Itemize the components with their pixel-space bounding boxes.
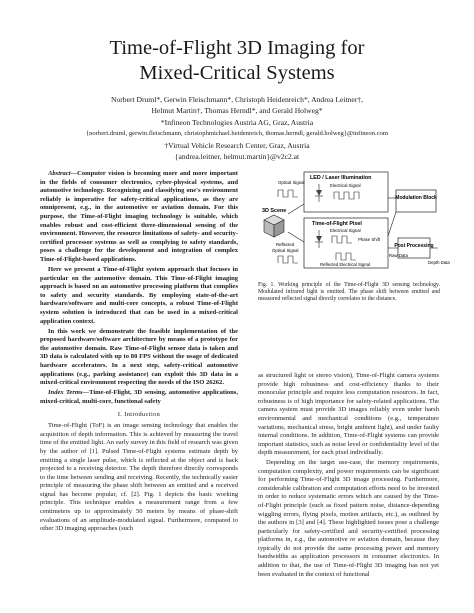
raw-data-label: Raw Data xyxy=(389,253,408,258)
reflected-light-arrow xyxy=(288,232,304,242)
reflected-optical-label-1: Reflected xyxy=(276,242,295,247)
figure-1-caption: Fig. 1. Working principle of the Time-of-Flight 3D sensing technology. Modulated infrared light is emitted. The phase shift between emitted and measured reflected signal directly correlates to the distance. xyxy=(258,282,440,303)
led-box-label: LED / Laser Illumination xyxy=(310,175,372,181)
figure-1 xyxy=(258,168,450,276)
emails-2: {andrea.leitner, helmut.martin}@v2c2.at xyxy=(174,152,300,162)
affiliation-1: *Infineon Technologies Austria AG, Graz, Austria xyxy=(160,117,314,127)
emails-1: {norbert.druml, gerwin.fleischmann, christophmichael.heidenreich, thomas.herndl, gerald.holweg}@infineon.com xyxy=(85,130,389,138)
phase-shift-label: Phase Shift xyxy=(358,237,380,242)
pixel-electrical-wave xyxy=(332,236,352,243)
authors-line-2: Helmut Martin†, Thomas Herndl*, and Gerald Holweg* xyxy=(151,106,323,116)
tof-pixel-label: Time-of-Flight Pixel xyxy=(312,221,362,227)
electrical-signal-wave xyxy=(334,192,359,199)
tof-diagram xyxy=(258,168,450,276)
emitted-light-arrow xyxy=(288,204,304,214)
right-column xyxy=(258,372,439,580)
author-block xyxy=(0,94,474,162)
abstract-paragraph-2: Here we present a Time-of-Flight system approach that focuses in particular on the automotive domain. This Time-of-Flight imaging approach is based on an automotive processing platform that complies to safety and security standards. By employing state-of-the-art hardware/software and multi-core concepts, a robust Time-of-Flight system solution is introduced that can be used in a mixed-critical application context. xyxy=(40,266,238,325)
reflected-optical-label-2: Optical Signal xyxy=(272,248,299,253)
paper-title xyxy=(0,36,474,86)
led-icon xyxy=(315,184,323,202)
photodiode-icon xyxy=(315,230,323,248)
depth-data-label: Depth Data xyxy=(428,260,450,265)
authors-line-1: Norbert Druml*, Gerwin Fleischmann*, Christoph Heidenreich*, Andrea Leitner†, xyxy=(110,95,363,104)
reflected-optical-wave xyxy=(278,256,298,263)
optical-signal-wave xyxy=(278,190,298,197)
modulation-block xyxy=(396,190,436,212)
title-line-1: Time-of-Flight 3D Imaging for xyxy=(109,37,365,59)
right-paragraph-1: as structured light or stereo vision), Time-of-Flight camera systems provide high robustness and cost-efficiency thanks to their monocular principle and require less computation resources. In fact, robustness is of high importance for safety-related applications. The camera system must provide 3D images reliably even under harsh environmental and mechanical conditions (e.g., temperature variations, mechanical stress, bright ambient light), and under faulty internal conditions. In addition, Time-of-Flight systems can provide important statistics, such as noise level or confidentiality level of the depth measurement, for each pixel individually. xyxy=(258,372,439,457)
title-line-2: Mixed-Critical Systems xyxy=(139,62,335,84)
scene-label: 3D Scene xyxy=(262,208,287,214)
scene-cube-icon xyxy=(264,215,284,237)
post-processing-label: Post Processing xyxy=(394,243,434,249)
reflected-electrical-label: Reflected Electrical Signal xyxy=(320,262,370,267)
modulation-block-label: Modulation Block xyxy=(395,195,437,201)
electrical-signal-label: Electrical Signal xyxy=(330,183,361,188)
index-terms: Index Terms—Time-of-Flight, 3D sensing, automotive applications, mixed-critical, multi-core, functional safety xyxy=(40,389,238,405)
abstract xyxy=(40,170,238,388)
right-column-text xyxy=(258,372,439,579)
left-column xyxy=(40,170,238,535)
section-heading: I. Introduction xyxy=(117,410,161,418)
abstract-paragraph-1: Abstract—Computer vision is becoming more and more important in the fields of consumer electronics, cyber-physical systems, and automotive technology. Recognizing and classifying one's environment reliably is imperative for safety-critical applications, as they are omnipresent, e.g., in the automotive or aviation domain. For this purpose, the Time-of-Flight imaging technology is suitable, which enables robust and cost-efficient three-dimensional sensing of the environment. However, the resource limitations of safety- and security-certified processor systems as well as complying to safety standards, poses a challenge for the development and integration of complex Time-of-Flight-based applications. xyxy=(40,170,238,263)
optical-signal-label: Optical Signal xyxy=(278,180,305,185)
modulation-link-lower xyxy=(388,212,396,236)
abstract-label: Abstract xyxy=(48,170,71,177)
right-paragraph-2: Depending on the target use-case, the memory requirements, computation complexity, and power requirements can be significant for performing Time-of-Flight 3D image processing. Furthermore, considerable calibration and computation efforts need to be invested in order to reduce systematic errors which are caused by the Time-of-Flight principle (such as fixed pattern noise, distance-depending wiggling errors, flying pixels, motion artifacts, etc.), as outlined by the authors in [3] and [4]. These highlighted issues pose a challenge particularly for safety-certified and security-certified processing platforms in, e.g., the automotive or aviation domain, because they typically do not provide the same processing power and memory bandwidths as application processors in consumer electronics. In addition to that, the use of Time-of-Flight 3D imaging has not yet been evaluated in the context of functional xyxy=(258,458,439,578)
pixel-electrical-label: Electrical Signal xyxy=(330,228,361,233)
intro-paragraph-1: Time-of-Flight (ToF) is an image sensing technology that enables the acquisition of depth information. This is achieved by measuring the travel time of the emitted light. An early survey in this field of research was given by the author of [1]. Pulsed Time-of-Flight systems estimate depth by emitting a single laser pulse, which is reflected at the object and is back projected to a receiving detector. The depth therefore directly corresponds to the time between sending and receiving. Recently, the technically easier principle of measuring the phase shift between an emitted and a received signal has become popular, cf. [2]. Fig. 1 depicts the basic working principle. This technique enables a measurement range from a few centimeters up to approximately 50 meters by means of phase-shift evaluations of an amplitude-modulated signal. Furthermore, compared to other 3D imaging approaches (such xyxy=(40,422,238,533)
index-terms-label: Index Terms xyxy=(48,389,83,397)
affiliation-2: †Virtual Vehicle Research Center, Graz, Austria xyxy=(164,140,310,150)
reflected-electrical-wave xyxy=(336,253,356,260)
abstract-paragraph-3: In this work we demonstrate the feasible implementation of the proposed hardware/software architecture by means of a prototype for the automotive domain. Raw Time-of-Flight sensor data is taken and 3D data is calculated with up to 80 FPS without the usage of dedicated hardware accelerators. In a next step, safety-critical automotive applications (e.g., parking assistance) can exploit this 3D data in a mixed-critical environment respecting the needs of the ISO 26262. xyxy=(40,327,238,387)
intro-text xyxy=(40,422,238,534)
